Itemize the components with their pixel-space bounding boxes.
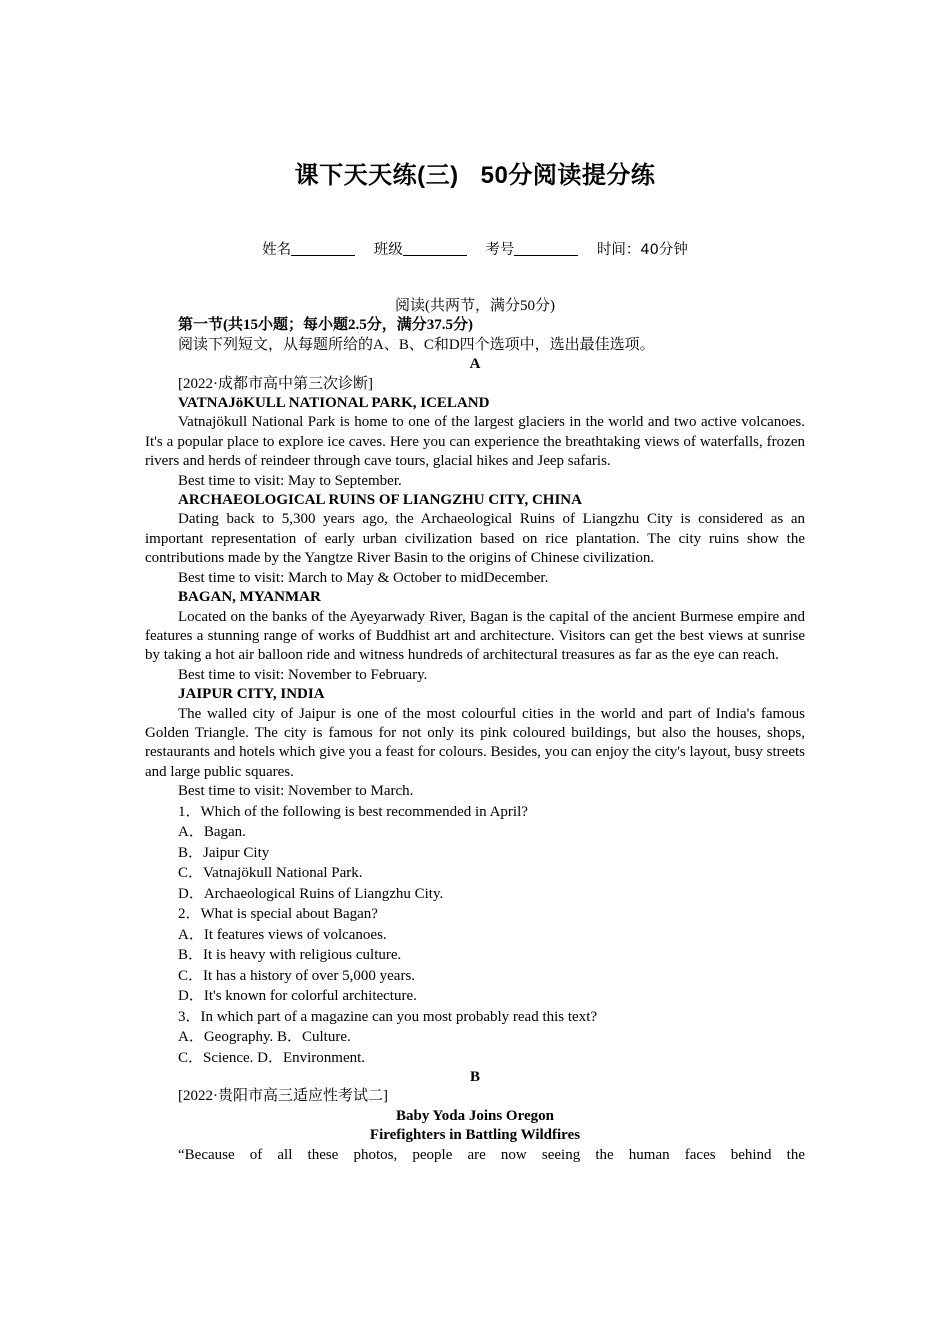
place-text: Dating back to 5,300 years ago, the Archaeological Ruins of Liangzhu City is considered as an important representation of early urban civilization based on rice plantation. The city ruins show the contributions made by the Yangtze River Basin to the origins of Chinese civilization. <box>145 511 805 567</box>
section1-instruction: 阅读下列短文，从每题所给的A、B、C和D四个选项中，选出最佳选项。 <box>178 336 655 353</box>
main-content <box>145 297 805 1165</box>
option-c[interactable]: C．Vatnajökull National Park. <box>178 865 363 882</box>
option-d[interactable]: D．Archaeological Ruins of Liangzhu City. <box>178 885 444 902</box>
passage-b-label: B <box>469 1069 480 1086</box>
passage-b-first-line: “Because of all these photos, people are now seeing the human faces behind the <box>178 1146 805 1163</box>
passage-b-source: [2022·贵阳市高三适应性考试二] <box>178 1088 388 1105</box>
place-best-time: Best time to visit: November to February. <box>178 666 428 683</box>
time-label: 时间：40分钟 <box>596 242 688 258</box>
option-row-ab[interactable]: A．Geography. B．Culture. <box>178 1029 351 1046</box>
student-info-row <box>0 238 950 259</box>
passage-b-title-line1: Baby Yoda Joins Oregon <box>396 1107 554 1124</box>
place-best-time: Best time to visit: November to March. <box>178 783 414 800</box>
section1-heading: 第一节(共15小题；每小题2.5分，满分37.5分) <box>178 317 473 334</box>
place-name: ARCHAEOLOGICAL RUINS OF LIANGZHU CITY, CHINA <box>178 492 582 509</box>
number-blank[interactable] <box>514 241 578 256</box>
name-blank[interactable] <box>291 241 355 256</box>
question-2 <box>145 904 805 1007</box>
option-row-cd[interactable]: C．Science. D．Environment. <box>178 1049 366 1066</box>
place-text: Located on the banks of the Ayeyarwady River, Bagan is the capital of the ancient Burmese empire and features a stunning range of works of Buddhist art and architecture. Visitors can get the best views at sunrise by taking a hot air balloon ride and witness hundreds of architectural treasures as far as the eye can reach. <box>145 608 805 664</box>
title-part-1: 课下天天练(三) <box>294 162 459 189</box>
option-b[interactable]: B．Jaipur City <box>178 844 270 861</box>
passage-a-source: [2022·成都市高中第三次诊断] <box>178 375 373 392</box>
question-3 <box>145 1007 805 1069</box>
title-part-2: 50分阅读提分练 <box>480 162 656 189</box>
question-stem: 2．What is special about Bagan? <box>178 906 378 923</box>
page-title <box>0 155 950 190</box>
option-a[interactable]: A．Bagan. <box>178 824 246 841</box>
class-label: 班级 <box>373 242 403 258</box>
place-name: BAGAN, MYANMAR <box>178 589 321 606</box>
option-a[interactable]: A．It features views of volcanoes. <box>178 926 387 943</box>
place-text: Vatnajökull National Park is home to one of the largest glaciers in the world and two active volcanoes. It's a popular place to explore ice caves. Here you can experience the breathtaking views of waterfalls, frozen rivers and herds of reindeer through cave tours, glacial hikes and Jeep safaris. <box>145 414 805 470</box>
question-1 <box>145 802 805 905</box>
option-d[interactable]: D．It's known for colorful architecture. <box>178 988 417 1005</box>
number-label: 考号 <box>485 242 515 258</box>
question-stem: 3．In which part of a magazine can you most probably read this text? <box>178 1008 598 1025</box>
option-c[interactable]: C．It has a history of over 5,000 years. <box>178 967 416 984</box>
question-stem: 1．Which of the following is best recommended in April? <box>178 803 528 820</box>
place-best-time: Best time to visit: May to September. <box>178 472 402 489</box>
place-best-time: Best time to visit: March to May & October to midDecember. <box>178 569 549 586</box>
place-text: The walled city of Jaipur is one of the most colourful cities in the world and part of India's famous Golden Triangle. The city is famous for not only its pink coloured buildings, but also the houses, shops, restaurants and hotels which give you a feast for colours. Besides, you can enjoy the city's layout, busy streets and large public squares. <box>145 705 805 780</box>
passage-a-label: A <box>469 356 481 373</box>
name-label: 姓名 <box>262 242 292 258</box>
place-name: VATNAJöKULL NATIONAL PARK, ICELAND <box>178 395 490 412</box>
class-blank[interactable] <box>403 241 467 256</box>
passage-b-title-line2: Firefighters in Battling Wildfires <box>369 1127 581 1144</box>
place-name: JAIPUR CITY, INDIA <box>178 686 325 703</box>
reading-header: 阅读(共两节，满分50分) <box>395 298 555 314</box>
option-b[interactable]: B．It is heavy with religious culture. <box>178 947 402 964</box>
